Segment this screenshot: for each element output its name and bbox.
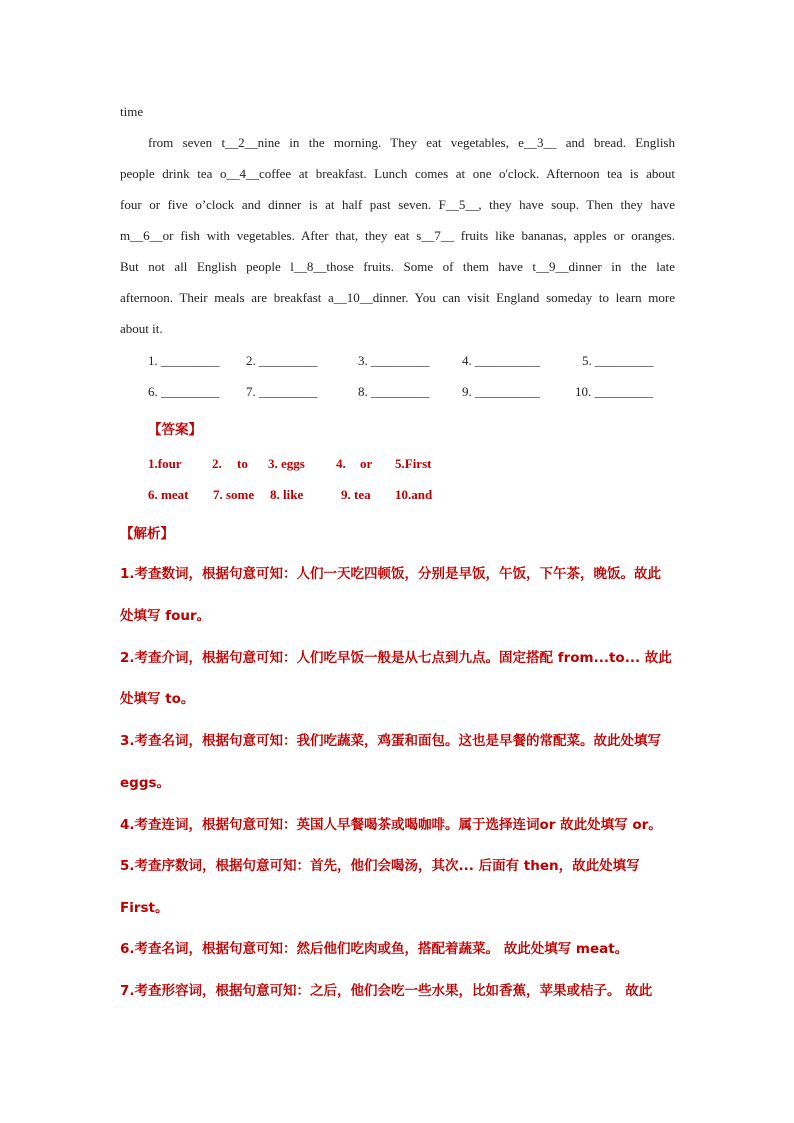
passage-line-3: people drink tea o__4__coffee at breakfast. Lunch comes at one o'clock. Afternoon tea is about [120, 166, 675, 181]
blank-8: 8. _________ [358, 384, 430, 399]
answer-4-number: 4. [336, 456, 346, 471]
blank-2: 2. _________ [246, 353, 318, 368]
analysis-heading: 【解析】 [120, 526, 174, 542]
blank-4: 4. __________ [462, 353, 540, 368]
explanation-3-line-2: eggs。 [120, 775, 171, 791]
passage-line-2: from seven t__2__nine in the morning. They eat vegetables, e__3__ and bread. English [148, 135, 675, 150]
answer-heading: 【答案】 [148, 422, 202, 438]
explanation-5-line-1: 5.考查序数词，根据句意可知：首先，他们会喝汤，其次... 后面有 then，故此处填写 [120, 858, 640, 874]
answer-10: 10.and [395, 487, 433, 502]
blank-9: 9. __________ [462, 384, 540, 399]
blank-10: 10. _________ [575, 384, 653, 399]
answer-4: or [360, 456, 373, 471]
passage-line-8: about it. [120, 321, 163, 336]
blank-1: 1. _________ [148, 353, 220, 368]
answer-6: 6. meat [148, 487, 189, 502]
explanation-4: 4.考查连词，根据句意可知：英国人早餐喝茶或喝咖啡。属于选择连词or 故此处填写 or。 [120, 817, 662, 833]
passage-line-4: four or five o’clock and dinner is at half past seven. F__5__, they have soup. Then they have [120, 197, 675, 212]
explanation-7-line-1: 7.考查形容词，根据句意可知：之后，他们会吃一些水果，比如香蕉，苹果或桔子。 故此 [120, 983, 653, 999]
blank-5: 5. _________ [582, 353, 654, 368]
explanation-1-line-1: 1.考查数词，根据句意可知：人们一天吃四顿饭，分别是早饭，午饭，下午茶，晚饭。故此 [120, 566, 662, 582]
passage-line-6: But not all English people l__8__those fruits. Some of them have t__9__dinner in the late [120, 259, 675, 274]
blank-7: 7. _________ [246, 384, 318, 399]
explanation-1-line-2: 处填写 four。 [120, 608, 211, 624]
answer-1: 1.four [148, 456, 182, 471]
explanation-2-line-2: 处填写 to。 [120, 691, 195, 707]
answer-2-number: 2. [212, 456, 222, 471]
passage-line-5: m__6__or fish with vegetables. After that, they eat s__7__ fruits like bananas, apples or oranges. [120, 228, 675, 243]
blank-6: 6. _________ [148, 384, 220, 399]
explanation-6: 6.考查名词，根据句意可知：然后他们吃肉或鱼，搭配着蔬菜。 故此处填写 meat。 [120, 941, 629, 957]
answer-5: 5.First [395, 456, 432, 471]
answer-9: 9. tea [341, 487, 371, 502]
explanation-5-line-2: First。 [120, 900, 169, 916]
blank-3: 3. _________ [358, 353, 430, 368]
passage-line-1: time [120, 104, 144, 119]
answer-2: to [237, 456, 248, 471]
answer-7: 7. some [213, 487, 255, 502]
answer-3: 3. eggs [268, 456, 305, 471]
answer-8: 8. like [270, 487, 304, 502]
explanation-3-line-1: 3.考查名词，根据句意可知：我们吃蔬菜，鸡蛋和面包。这也是早餐的常配菜。故此处填写 [120, 733, 662, 749]
explanation-2-line-1: 2.考查介词，根据句意可知：人们吃早饭一般是从七点到九点。固定搭配 from...to... 故此 [120, 650, 672, 666]
passage-line-7: afternoon. Their meals are breakfast a__10__dinner. You can visit England someday to learn more [120, 290, 675, 305]
